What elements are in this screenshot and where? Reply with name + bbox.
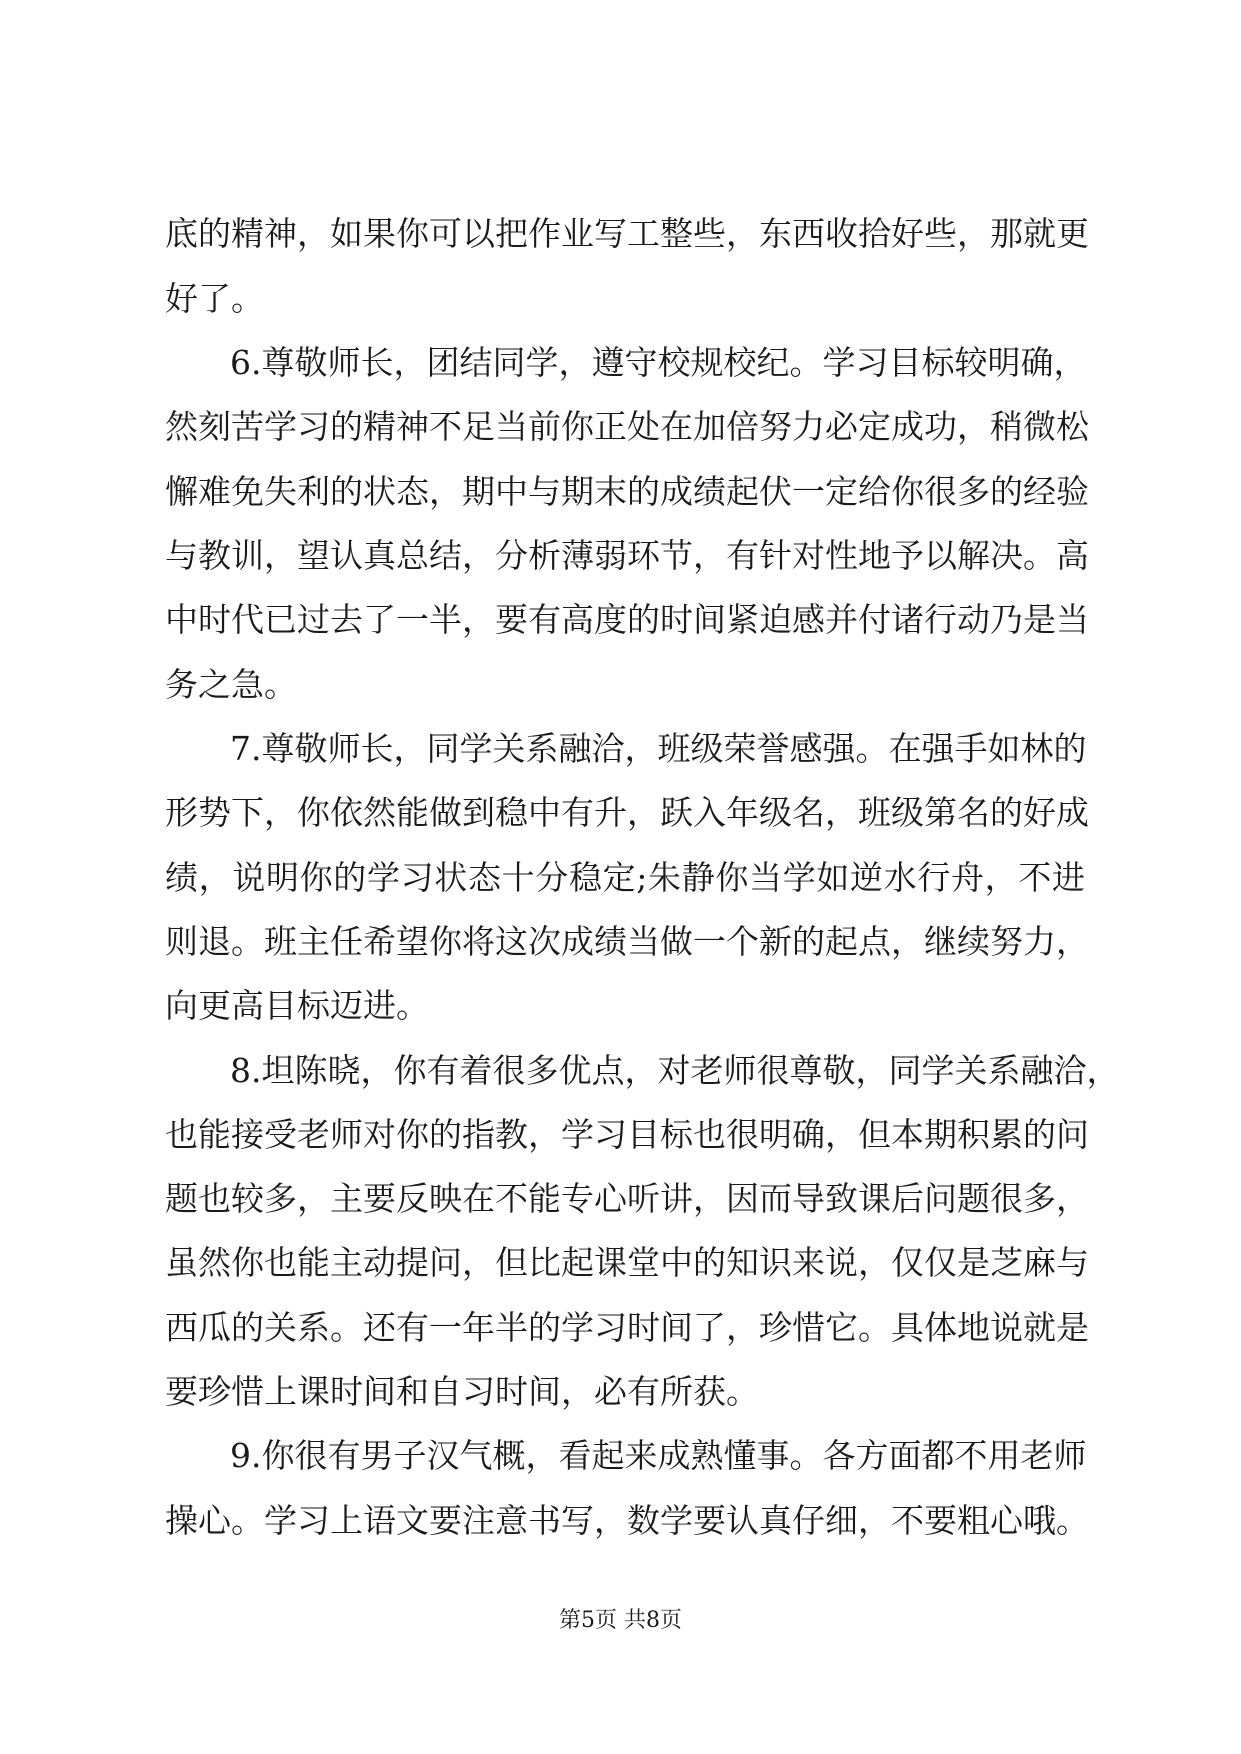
paragraph-7-start: 7.尊敬师长，同学关系融洽，班级荣誉感强。在强手如林的 — [230, 729, 1087, 768]
paragraph-6-start: 6.尊敬师长，团结同学，遵守校规校纪。学习目标较明确， — [230, 343, 1087, 382]
text-line: 绩，说明你的学习状态十分稳定;朱静你当学如逆水行舟，不进 — [165, 858, 1085, 897]
text-line: 西瓜的关系。还有一年半的学习时间了，珍惜它。具体地说就是 — [165, 1308, 1089, 1347]
text-line: 底的精神，如果你可以把作业写工整些，东西收拾好些，那就更 — [165, 214, 1089, 253]
text-line: 然刻苦学习的精神不足当前你正处在加倍努力必定成功，稍微松 — [165, 407, 1089, 446]
text-line: 题也较多，主要反映在不能专心听讲，因而导致课后问题很多， — [165, 1179, 1089, 1218]
text-line: 虽然你也能主动提问，但比起课堂中的知识来说，仅仅是芝麻与 — [165, 1243, 1089, 1282]
text-line: 中时代已过去了一半，要有高度的时间紧迫感并付诸行动乃是当 — [165, 600, 1089, 639]
text-line: 好了。 — [165, 279, 264, 318]
text-line: 向更高目标迈进。 — [165, 986, 429, 1025]
text-line: 则退。班主任希望你将这次成绩当做一个新的起点，继续努力， — [165, 922, 1089, 961]
text-line: 与教训，望认真总结，分析薄弱环节，有针对性地予以解决。高 — [165, 536, 1089, 575]
text-line: 懈难免失利的状态，期中与期末的成绩起伏一定给你很多的经验 — [165, 472, 1089, 511]
text-line: 操心。学习上语文要注意书写，数学要认真仔细，不要粗心哦。 — [165, 1501, 1089, 1540]
text-line: 也能接受老师对你的指教，学习目标也很明确，但本期积累的问 — [165, 1115, 1089, 1154]
paragraph-9-start: 9.你很有男子汉气概，看起来成熟懂事。各方面都不用老师 — [230, 1436, 1087, 1475]
text-line: 形势下，你依然能做到稳中有升，跃入年级名，班级第名的好成 — [165, 793, 1089, 832]
text-line: 务之急。 — [165, 665, 297, 704]
text-line: 要珍惜上课时间和自习时间，必有所获。 — [165, 1372, 759, 1411]
page-number-footer: 第5页 共8页 — [559, 1608, 682, 1633]
paragraph-8-start: 8.坦陈晓，你有着很多优点，对老师很尊敬，同学关系融洽， — [230, 1051, 1120, 1090]
